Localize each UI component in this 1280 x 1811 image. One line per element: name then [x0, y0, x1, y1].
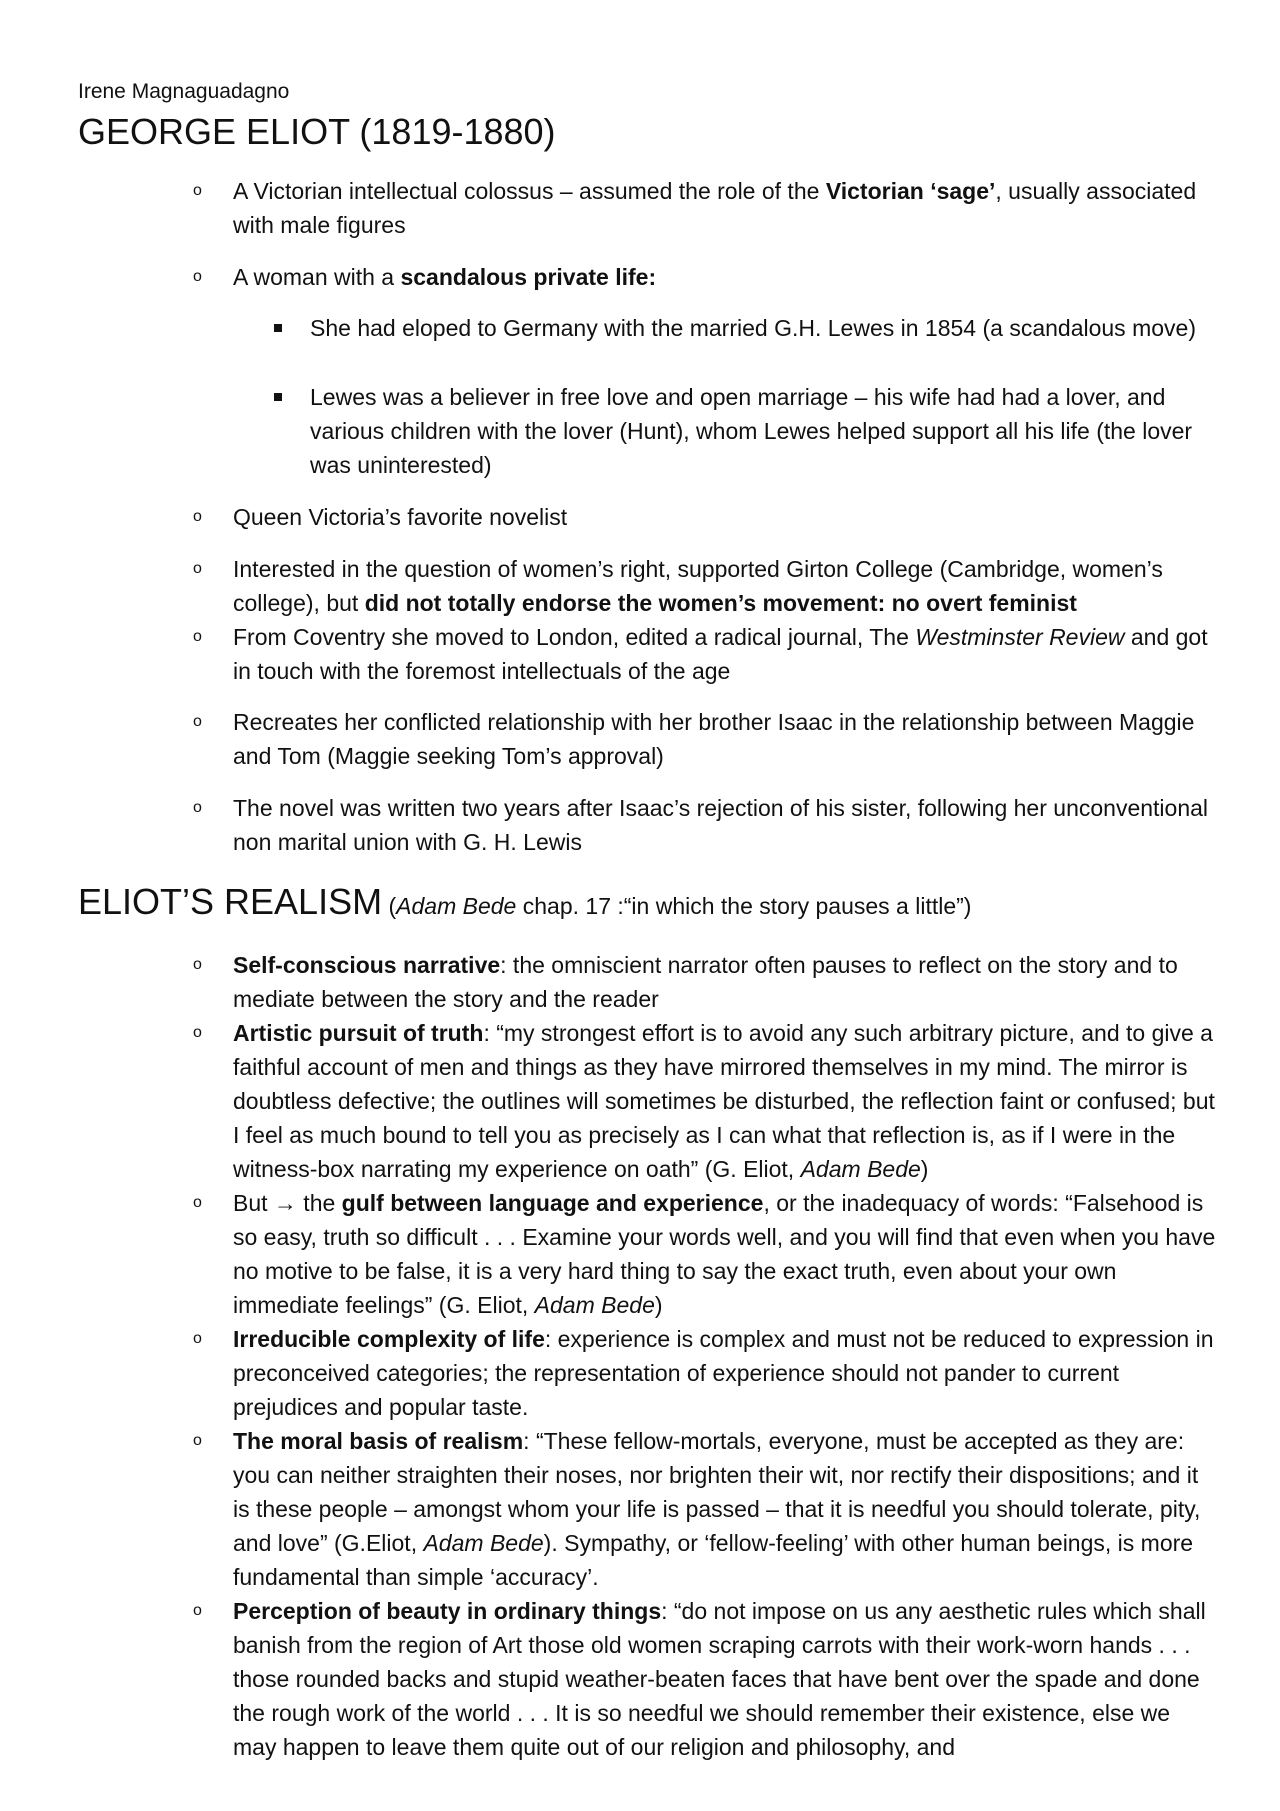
item-text: [233, 709, 1194, 769]
text-run: She had eloped to Germany with the married G.H. Lewes in 1854 (a scandalous move): [310, 315, 1196, 341]
text-run: Adam Bede: [423, 1530, 544, 1556]
text-run: gulf between language and experience: [341, 1190, 764, 1216]
text-run: Westminster Review: [915, 624, 1125, 650]
item-text: [233, 795, 1208, 855]
list-item: [193, 552, 1216, 620]
text-run: Adam Bede: [396, 893, 517, 919]
text-run: : experience is complex and must not be reduced to expression in preconceived categories; the representation of experience should not pander to current prejudices and popular taste.: [233, 1326, 1214, 1420]
item-text: [233, 1020, 1215, 1182]
text-run: scandalous private life:: [400, 264, 657, 290]
text-run: : “do not impose on us any aesthetic rules which shall banish from the region of Art those old women scraping carrots with their work-worn hands . . . those rounded backs and stupid weather-beaten faces that have bent over the spade and done the rough work of the world . . . It is so needful we should remember their existence, else we may happen to leave them quite out of our religion and philosophy, and: [233, 1598, 1206, 1760]
item-text: [233, 624, 1208, 684]
text-run: chap. 17 :“in which the story pauses a little”): [516, 893, 972, 919]
text-run: did not totally endorse the women’s movement: no overt feminist: [364, 590, 1077, 616]
section-heading: [78, 880, 971, 928]
list-item: [193, 1322, 1216, 1424]
section-subtitle: [382, 893, 971, 919]
list-item: [193, 1016, 1216, 1186]
text-run: (: [382, 893, 397, 919]
list-item: [193, 500, 1216, 534]
page-title: GEORGE ELIOT (1819-1880): [78, 111, 556, 152]
text-run: : the omniscient narrator often pauses to reflect on the story and to mediate between the story and the reader: [233, 952, 1178, 1012]
item-text: [310, 384, 1192, 478]
text-run: Lewes was a believer in free love and open marriage – his wife had had a lover, and various children with the lover (Hunt), whom Lewes helped support all his life (the lover was uninterested): [310, 384, 1193, 478]
text-run: A woman with a: [233, 264, 401, 290]
list-item: [193, 1186, 1216, 1322]
item-text: [233, 556, 1163, 616]
circle-bullet-icon: o: [193, 713, 202, 730]
text-run: ). Sympathy, or ‘fellow-feeling’ with other human beings, is more fundamental than simple ‘accuracy’.: [233, 1530, 1194, 1590]
circle-bullet-icon: o: [193, 560, 202, 577]
list-item: [193, 948, 1216, 1016]
circle-bullet-icon: o: [193, 508, 202, 525]
square-bullet-icon: [274, 393, 282, 401]
text-run: : “my strongest effort is to avoid any such arbitrary picture, and to give a faithful account of men and things as they have mirrored themselves in my mind. The mirror is doubtless defective; the outlines will sometimes be disturbed, the reflection faint or confused; but I feel as much bound to tell you as precisely as I can what that reflection is, as if I were in the witness-box narrating my experience on oath” (G. Eliot,: [233, 1020, 1215, 1182]
text-run: Self-conscious narrative: [233, 952, 501, 978]
list-item: [193, 791, 1216, 859]
item-text: [233, 1428, 1200, 1590]
list-item: [193, 620, 1216, 688]
circle-bullet-icon: o: [193, 628, 202, 645]
item-text: [233, 1190, 1215, 1318]
text-run: Perception of beauty in ordinary things: [233, 1598, 662, 1624]
text-run: A Victorian intellectual colossus – assumed the role of the: [233, 178, 826, 204]
text-run: Victorian ‘sage’: [825, 178, 996, 204]
text-run: ): [654, 1292, 663, 1318]
text-run: Queen Victoria’s favorite novelist: [233, 504, 568, 530]
circle-bullet-icon: o: [193, 182, 202, 199]
item-text: [233, 1598, 1206, 1760]
item-text: [233, 952, 1178, 1012]
item-text: [233, 504, 567, 530]
sub-list-item: [310, 311, 1216, 345]
list-item: [193, 260, 1216, 294]
text-run: From Coventry she moved to London, edited a radical journal, The: [233, 624, 916, 650]
text-run: Interested in the question of women’s right, supported Girton College (Cambridge, women’s college), but: [233, 556, 1163, 616]
text-run: Irreducible complexity of life: [233, 1326, 545, 1352]
text-run: Artistic pursuit of truth: [233, 1020, 484, 1046]
sub-list-item: [310, 380, 1216, 482]
text-run: Adam Bede: [800, 1156, 921, 1182]
circle-bullet-icon: o: [193, 1024, 202, 1041]
list-item: [193, 1594, 1216, 1764]
text-run: The novel was written two years after Isaac’s rejection of his sister, following her unconventional non marital union with G. H. Lewis: [233, 795, 1209, 855]
square-bullet-icon: [274, 324, 282, 332]
text-run: But → the: [233, 1190, 342, 1216]
text-run: , or the inadequacy of words: “Falsehood is so easy, truth so difficult . . . Examine your words well, and you will find that even when you have no motive to be false, it is a very hard thing to say the exact truth, even about your own immediate feelings” (G. Eliot,: [233, 1190, 1216, 1318]
item-text: [233, 178, 1196, 238]
section-title: ELIOT’S REALISM: [78, 881, 383, 922]
circle-bullet-icon: o: [193, 1330, 202, 1347]
circle-bullet-icon: o: [193, 1602, 202, 1619]
circle-bullet-icon: o: [193, 956, 202, 973]
item-text: [310, 315, 1196, 341]
text-run: ): [920, 1156, 929, 1182]
list-item: [193, 1424, 1216, 1594]
circle-bullet-icon: o: [193, 1194, 202, 1211]
text-run: : “These fellow-mortals, everyone, must be accepted as they are: you can neither straighten their noses, nor brighten their wit, nor rectify their dispositions; and it is these people – amongst whom your life is passed – that it is needful you should tolerate, pity, and love” (G.Eliot,: [233, 1428, 1201, 1556]
author-name: Irene Magnaguadagno: [78, 80, 290, 103]
list-item: [193, 174, 1216, 242]
circle-bullet-icon: o: [193, 268, 202, 285]
text-run: and got in touch with the foremost intellectuals of the age: [233, 624, 1208, 684]
list-item: [193, 705, 1216, 773]
text-run: , usually associated with male figures: [233, 178, 1197, 238]
circle-bullet-icon: o: [193, 1432, 202, 1449]
text-run: Adam Bede: [534, 1292, 655, 1318]
circle-bullet-icon: o: [193, 799, 202, 816]
text-run: Recreates her conflicted relationship with her brother Isaac in the relationship between Maggie and Tom (Maggie seeking Tom’s approval): [233, 709, 1195, 769]
item-text: [233, 1326, 1214, 1420]
item-text: [233, 264, 656, 290]
text-run: The moral basis of realism: [233, 1428, 524, 1454]
